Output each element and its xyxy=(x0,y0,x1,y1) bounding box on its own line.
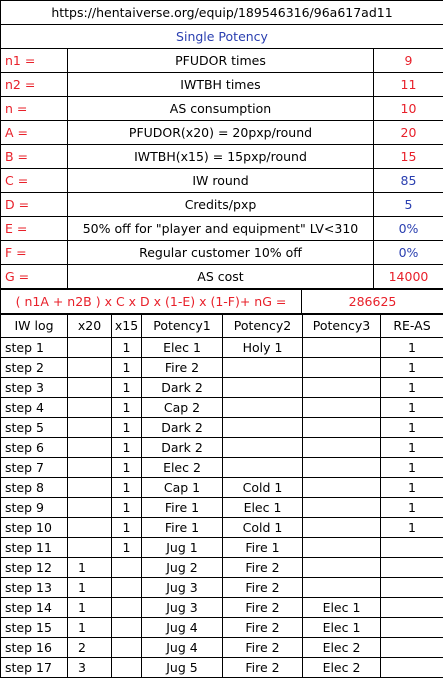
log-cell xyxy=(112,638,142,658)
log-cell xyxy=(223,438,303,458)
log-cell xyxy=(303,378,381,398)
log-cell: 1 xyxy=(112,398,142,418)
log-cell xyxy=(68,418,112,438)
log-step-label: step 11 xyxy=(1,538,68,558)
log-cell: Fire 2 xyxy=(223,618,303,638)
log-step-label: step 5 xyxy=(1,418,68,438)
log-cell: Elec 2 xyxy=(303,658,381,678)
log-row xyxy=(1,518,443,538)
formula-table xyxy=(0,289,443,314)
param-row xyxy=(1,217,443,241)
log-cell: Elec 2 xyxy=(303,638,381,658)
log-cell: 1 xyxy=(112,338,142,358)
log-header-cell: Potency2 xyxy=(223,315,303,338)
log-row xyxy=(1,398,443,418)
param-row xyxy=(1,121,443,145)
log-step-label: step 4 xyxy=(1,398,68,418)
log-row xyxy=(1,558,443,578)
log-cell xyxy=(68,498,112,518)
log-step-label: step 12 xyxy=(1,558,68,578)
log-step-label: step 9 xyxy=(1,498,68,518)
param-value[interactable]: 10 xyxy=(374,97,443,121)
log-cell: Jug 3 xyxy=(142,598,223,618)
log-cell xyxy=(381,618,443,638)
log-cell: Elec 1 xyxy=(303,598,381,618)
log-step-label: step 6 xyxy=(1,438,68,458)
log-cell: Dark 2 xyxy=(142,438,223,458)
log-cell xyxy=(68,398,112,418)
log-row xyxy=(1,378,443,398)
log-cell xyxy=(381,638,443,658)
param-value[interactable]: 11 xyxy=(374,73,443,97)
log-cell: Elec 1 xyxy=(142,338,223,358)
log-cell: Cold 1 xyxy=(223,478,303,498)
log-cell xyxy=(223,458,303,478)
subtitle-cell: Single Potency xyxy=(1,25,443,49)
log-header-cell: Potency3 xyxy=(303,315,381,338)
log-row xyxy=(1,358,443,378)
log-row xyxy=(1,578,443,598)
log-cell: 1 xyxy=(112,438,142,458)
log-cell xyxy=(68,538,112,558)
log-row xyxy=(1,638,443,658)
log-cell xyxy=(381,538,443,558)
log-cell: 1 xyxy=(381,498,443,518)
log-cell xyxy=(112,598,142,618)
param-desc: AS consumption xyxy=(68,97,374,121)
log-row xyxy=(1,458,443,478)
log-cell xyxy=(112,558,142,578)
param-value[interactable]: 0% xyxy=(374,241,443,265)
log-cell xyxy=(303,338,381,358)
param-value[interactable]: 15 xyxy=(374,145,443,169)
log-cell xyxy=(68,358,112,378)
log-cell: 1 xyxy=(112,478,142,498)
param-key: B = xyxy=(1,145,68,169)
log-cell xyxy=(303,498,381,518)
log-cell xyxy=(303,478,381,498)
log-row xyxy=(1,418,443,438)
param-desc: PFUDOR(x20) = 20pxp/round xyxy=(68,121,374,145)
log-cell: 1 xyxy=(381,418,443,438)
log-cell xyxy=(303,578,381,598)
log-cell xyxy=(303,438,381,458)
param-desc: Credits/pxp xyxy=(68,193,374,217)
param-row xyxy=(1,193,443,217)
log-header-row xyxy=(1,315,443,338)
param-desc: IW round xyxy=(68,169,374,193)
url-cell[interactable]: https://hentaiverse.org/equip/189546316/96a617ad11 xyxy=(1,1,443,25)
log-cell xyxy=(303,398,381,418)
param-row xyxy=(1,49,443,73)
log-cell: 2 xyxy=(68,638,112,658)
log-cell: Fire 2 xyxy=(223,638,303,658)
log-cell xyxy=(303,418,381,438)
formula-result: 286625 xyxy=(302,290,443,314)
param-row xyxy=(1,241,443,265)
param-row xyxy=(1,73,443,97)
log-cell xyxy=(223,418,303,438)
log-cell: 1 xyxy=(381,438,443,458)
log-cell xyxy=(303,358,381,378)
log-cell: Fire 2 xyxy=(223,598,303,618)
log-step-label: step 10 xyxy=(1,518,68,538)
log-cell xyxy=(303,538,381,558)
log-cell xyxy=(223,398,303,418)
log-header-cell: IW log xyxy=(1,315,68,338)
log-cell: 1 xyxy=(68,618,112,638)
log-cell: 1 xyxy=(68,578,112,598)
log-cell: 1 xyxy=(381,398,443,418)
log-row xyxy=(1,478,443,498)
param-key: n = xyxy=(1,97,68,121)
log-step-label: step 17 xyxy=(1,658,68,678)
log-row xyxy=(1,618,443,638)
param-value[interactable]: 5 xyxy=(374,193,443,217)
log-cell: Elec 1 xyxy=(223,498,303,518)
log-row xyxy=(1,598,443,618)
log-cell xyxy=(112,578,142,598)
param-value[interactable]: 20 xyxy=(374,121,443,145)
log-cell xyxy=(303,458,381,478)
log-cell xyxy=(112,618,142,638)
log-cell: Fire 1 xyxy=(142,498,223,518)
log-step-label: step 3 xyxy=(1,378,68,398)
log-cell: 1 xyxy=(68,598,112,618)
log-header-cell: Potency1 xyxy=(142,315,223,338)
log-row xyxy=(1,438,443,458)
log-cell: Dark 2 xyxy=(142,378,223,398)
log-cell: Jug 5 xyxy=(142,658,223,678)
log-cell xyxy=(223,358,303,378)
param-desc: IWTBH(x15) = 15pxp/round xyxy=(68,145,374,169)
param-desc: PFUDOR times xyxy=(68,49,374,73)
log-cell: Cold 1 xyxy=(223,518,303,538)
log-cell: 1 xyxy=(112,518,142,538)
log-cell: Jug 3 xyxy=(142,578,223,598)
log-cell: 1 xyxy=(381,378,443,398)
log-cell: Cap 2 xyxy=(142,398,223,418)
param-key: A = xyxy=(1,121,68,145)
log-cell xyxy=(381,598,443,618)
log-step-label: step 2 xyxy=(1,358,68,378)
log-cell: Jug 4 xyxy=(142,638,223,658)
log-cell: 1 xyxy=(112,358,142,378)
log-step-label: step 7 xyxy=(1,458,68,478)
log-cell xyxy=(68,438,112,458)
param-key: n2 = xyxy=(1,73,68,97)
log-cell xyxy=(68,338,112,358)
log-cell: 1 xyxy=(381,338,443,358)
param-desc: 50% off for "player and equipment" LV<310 xyxy=(68,217,374,241)
param-value[interactable]: 14000 xyxy=(374,265,443,289)
log-step-label: step 14 xyxy=(1,598,68,618)
log-cell xyxy=(68,478,112,498)
log-cell: Fire 2 xyxy=(223,558,303,578)
log-step-label: step 13 xyxy=(1,578,68,598)
log-cell: 1 xyxy=(381,518,443,538)
log-cell: 3 xyxy=(68,658,112,678)
log-cell xyxy=(68,378,112,398)
log-cell: Elec 2 xyxy=(142,458,223,478)
param-key: E = xyxy=(1,217,68,241)
iw-log-table xyxy=(0,314,443,678)
log-cell: 1 xyxy=(112,458,142,478)
log-row xyxy=(1,338,443,358)
param-key: D = xyxy=(1,193,68,217)
param-value[interactable]: 9 xyxy=(374,49,443,73)
log-cell: 1 xyxy=(381,358,443,378)
log-cell: 1 xyxy=(112,418,142,438)
params-table xyxy=(0,0,443,289)
param-key: n1 = xyxy=(1,49,68,73)
log-cell xyxy=(68,518,112,538)
log-header-cell: x20 xyxy=(68,315,112,338)
log-cell: Dark 2 xyxy=(142,418,223,438)
log-cell: Fire 2 xyxy=(142,358,223,378)
log-cell xyxy=(381,558,443,578)
param-value[interactable]: 0% xyxy=(374,217,443,241)
log-cell xyxy=(68,458,112,478)
log-row xyxy=(1,538,443,558)
log-step-label: step 1 xyxy=(1,338,68,358)
param-row xyxy=(1,265,443,289)
param-row xyxy=(1,169,443,193)
log-cell: Elec 1 xyxy=(303,618,381,638)
log-step-label: step 15 xyxy=(1,618,68,638)
log-step-label: step 8 xyxy=(1,478,68,498)
param-value[interactable]: 85 xyxy=(374,169,443,193)
param-key: F = xyxy=(1,241,68,265)
log-cell: 1 xyxy=(112,498,142,518)
log-cell xyxy=(303,518,381,538)
log-cell: 1 xyxy=(112,378,142,398)
log-header-cell: x15 xyxy=(112,315,142,338)
log-cell: Fire 1 xyxy=(223,538,303,558)
log-cell: 1 xyxy=(381,458,443,478)
log-cell: Fire 2 xyxy=(223,658,303,678)
formula-text: ( n1A + n2B ) x C x D x (1-E) x (1-F)+ nG = xyxy=(1,290,302,314)
log-cell: Jug 2 xyxy=(142,558,223,578)
log-cell: Jug 1 xyxy=(142,538,223,558)
log-cell: 1 xyxy=(68,558,112,578)
param-desc: Regular customer 10% off xyxy=(68,241,374,265)
log-cell: Holy 1 xyxy=(223,338,303,358)
log-header-cell: RE-AS xyxy=(381,315,443,338)
log-cell: Cap 1 xyxy=(142,478,223,498)
param-desc: AS cost xyxy=(68,265,374,289)
log-cell: 1 xyxy=(112,538,142,558)
param-row xyxy=(1,97,443,121)
log-cell xyxy=(381,578,443,598)
param-desc: IWTBH times xyxy=(68,73,374,97)
param-key: G = xyxy=(1,265,68,289)
log-step-label: step 16 xyxy=(1,638,68,658)
param-key: C = xyxy=(1,169,68,193)
param-row xyxy=(1,145,443,169)
log-cell: Fire 2 xyxy=(223,578,303,598)
log-cell xyxy=(223,378,303,398)
log-cell xyxy=(303,558,381,578)
log-cell: 1 xyxy=(381,478,443,498)
log-cell: Fire 1 xyxy=(142,518,223,538)
log-cell: Jug 4 xyxy=(142,618,223,638)
log-row xyxy=(1,498,443,518)
